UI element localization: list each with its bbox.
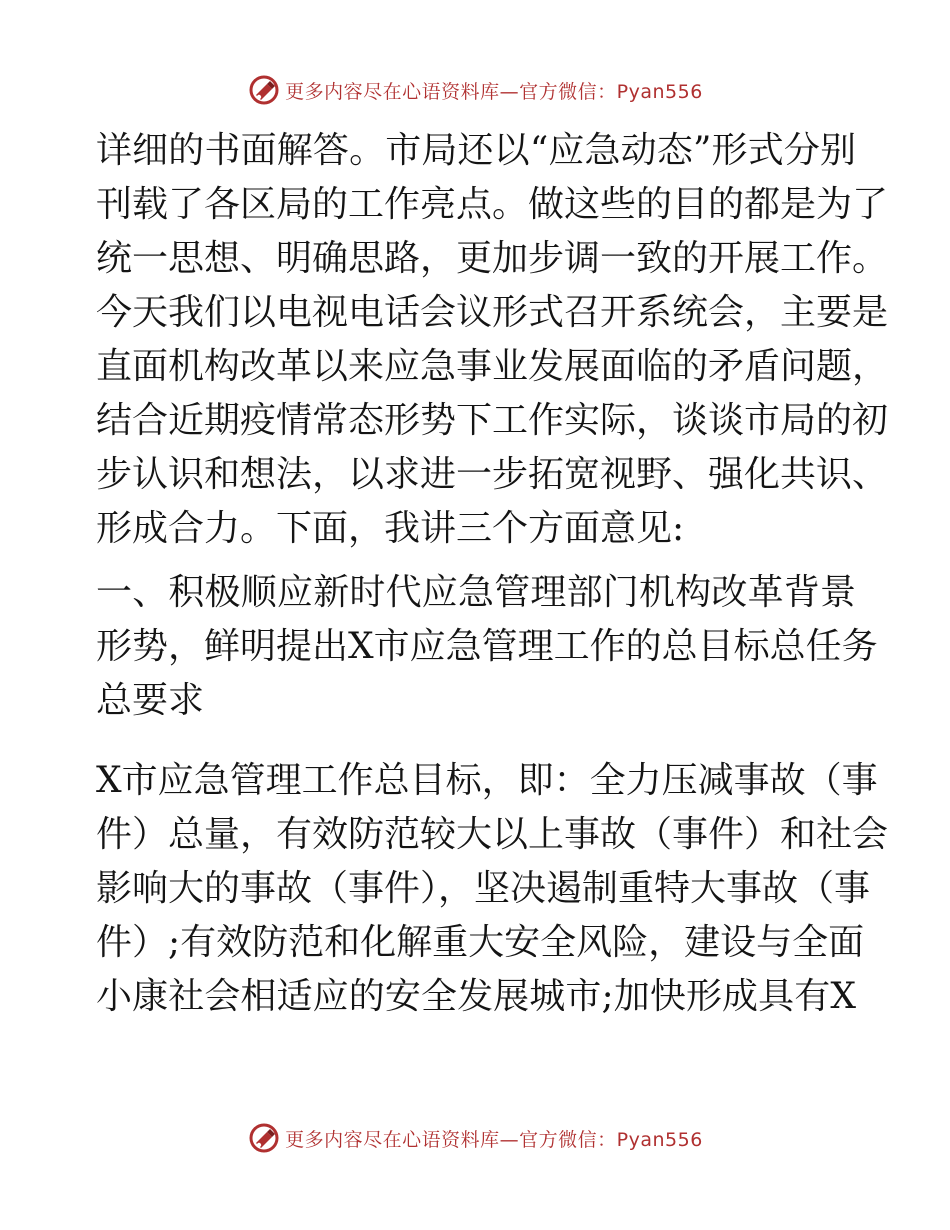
text-line: 刊载了各区局的工作亮点。做这些的目的都是为了 xyxy=(96,184,889,225)
header-watermark-text: 更多内容尽在心语资料库—官方微信：Pyan556 xyxy=(285,80,703,103)
paragraph-1 xyxy=(96,124,889,556)
heading-line: 总要求 xyxy=(96,680,205,721)
text-line: 件）;有效防范和化解重大安全风险，建设与全面 xyxy=(96,922,865,963)
section-heading-1 xyxy=(96,566,878,728)
logo-icon xyxy=(247,1121,281,1155)
heading-line: 一、积极顺应新时代应急管理部门机构改革背景 xyxy=(96,572,856,613)
text-line: 详细的书面解答。市局还以“应急动态”形式分别 xyxy=(96,130,856,171)
paragraph-2 xyxy=(96,754,889,1024)
document-body xyxy=(96,124,889,1024)
text-line: 小康社会相适应的安全发展城市;加快形成具有X xyxy=(96,976,856,1017)
footer-watermark-text: 更多内容尽在心语资料库—官方微信：Pyan556 xyxy=(285,1128,703,1151)
text-line: 直面机构改革以来应急事业发展面临的矛盾问题， xyxy=(96,346,889,387)
text-line: 今天我们以电视电话会议形式召开系统会，主要是 xyxy=(96,292,889,333)
header-watermark xyxy=(0,70,950,110)
text-line: 影响大的事故（事件），坚决遏制重特大事故（事 xyxy=(96,868,871,909)
footer-watermark xyxy=(0,1118,950,1158)
text-line: X市应急管理工作总目标，即：全力压减事故（事 xyxy=(96,760,878,801)
text-line: 形成合力。下面，我讲三个方面意见: xyxy=(96,508,685,549)
text-line: 统一思想、明确思路，更加步调一致的开展工作。 xyxy=(96,238,889,279)
text-line: 件）总量，有效防范较大以上事故（事件）和社会 xyxy=(96,814,889,855)
heading-line: 形势，鲜明提出X市应急管理工作的总目标总任务 xyxy=(96,626,878,667)
text-line: 步认识和想法，以求进一步拓宽视野、强化共识、 xyxy=(96,454,889,495)
text-line: 结合近期疫情常态形势下工作实际，谈谈市局的初 xyxy=(96,400,889,441)
logo-icon xyxy=(247,73,281,107)
